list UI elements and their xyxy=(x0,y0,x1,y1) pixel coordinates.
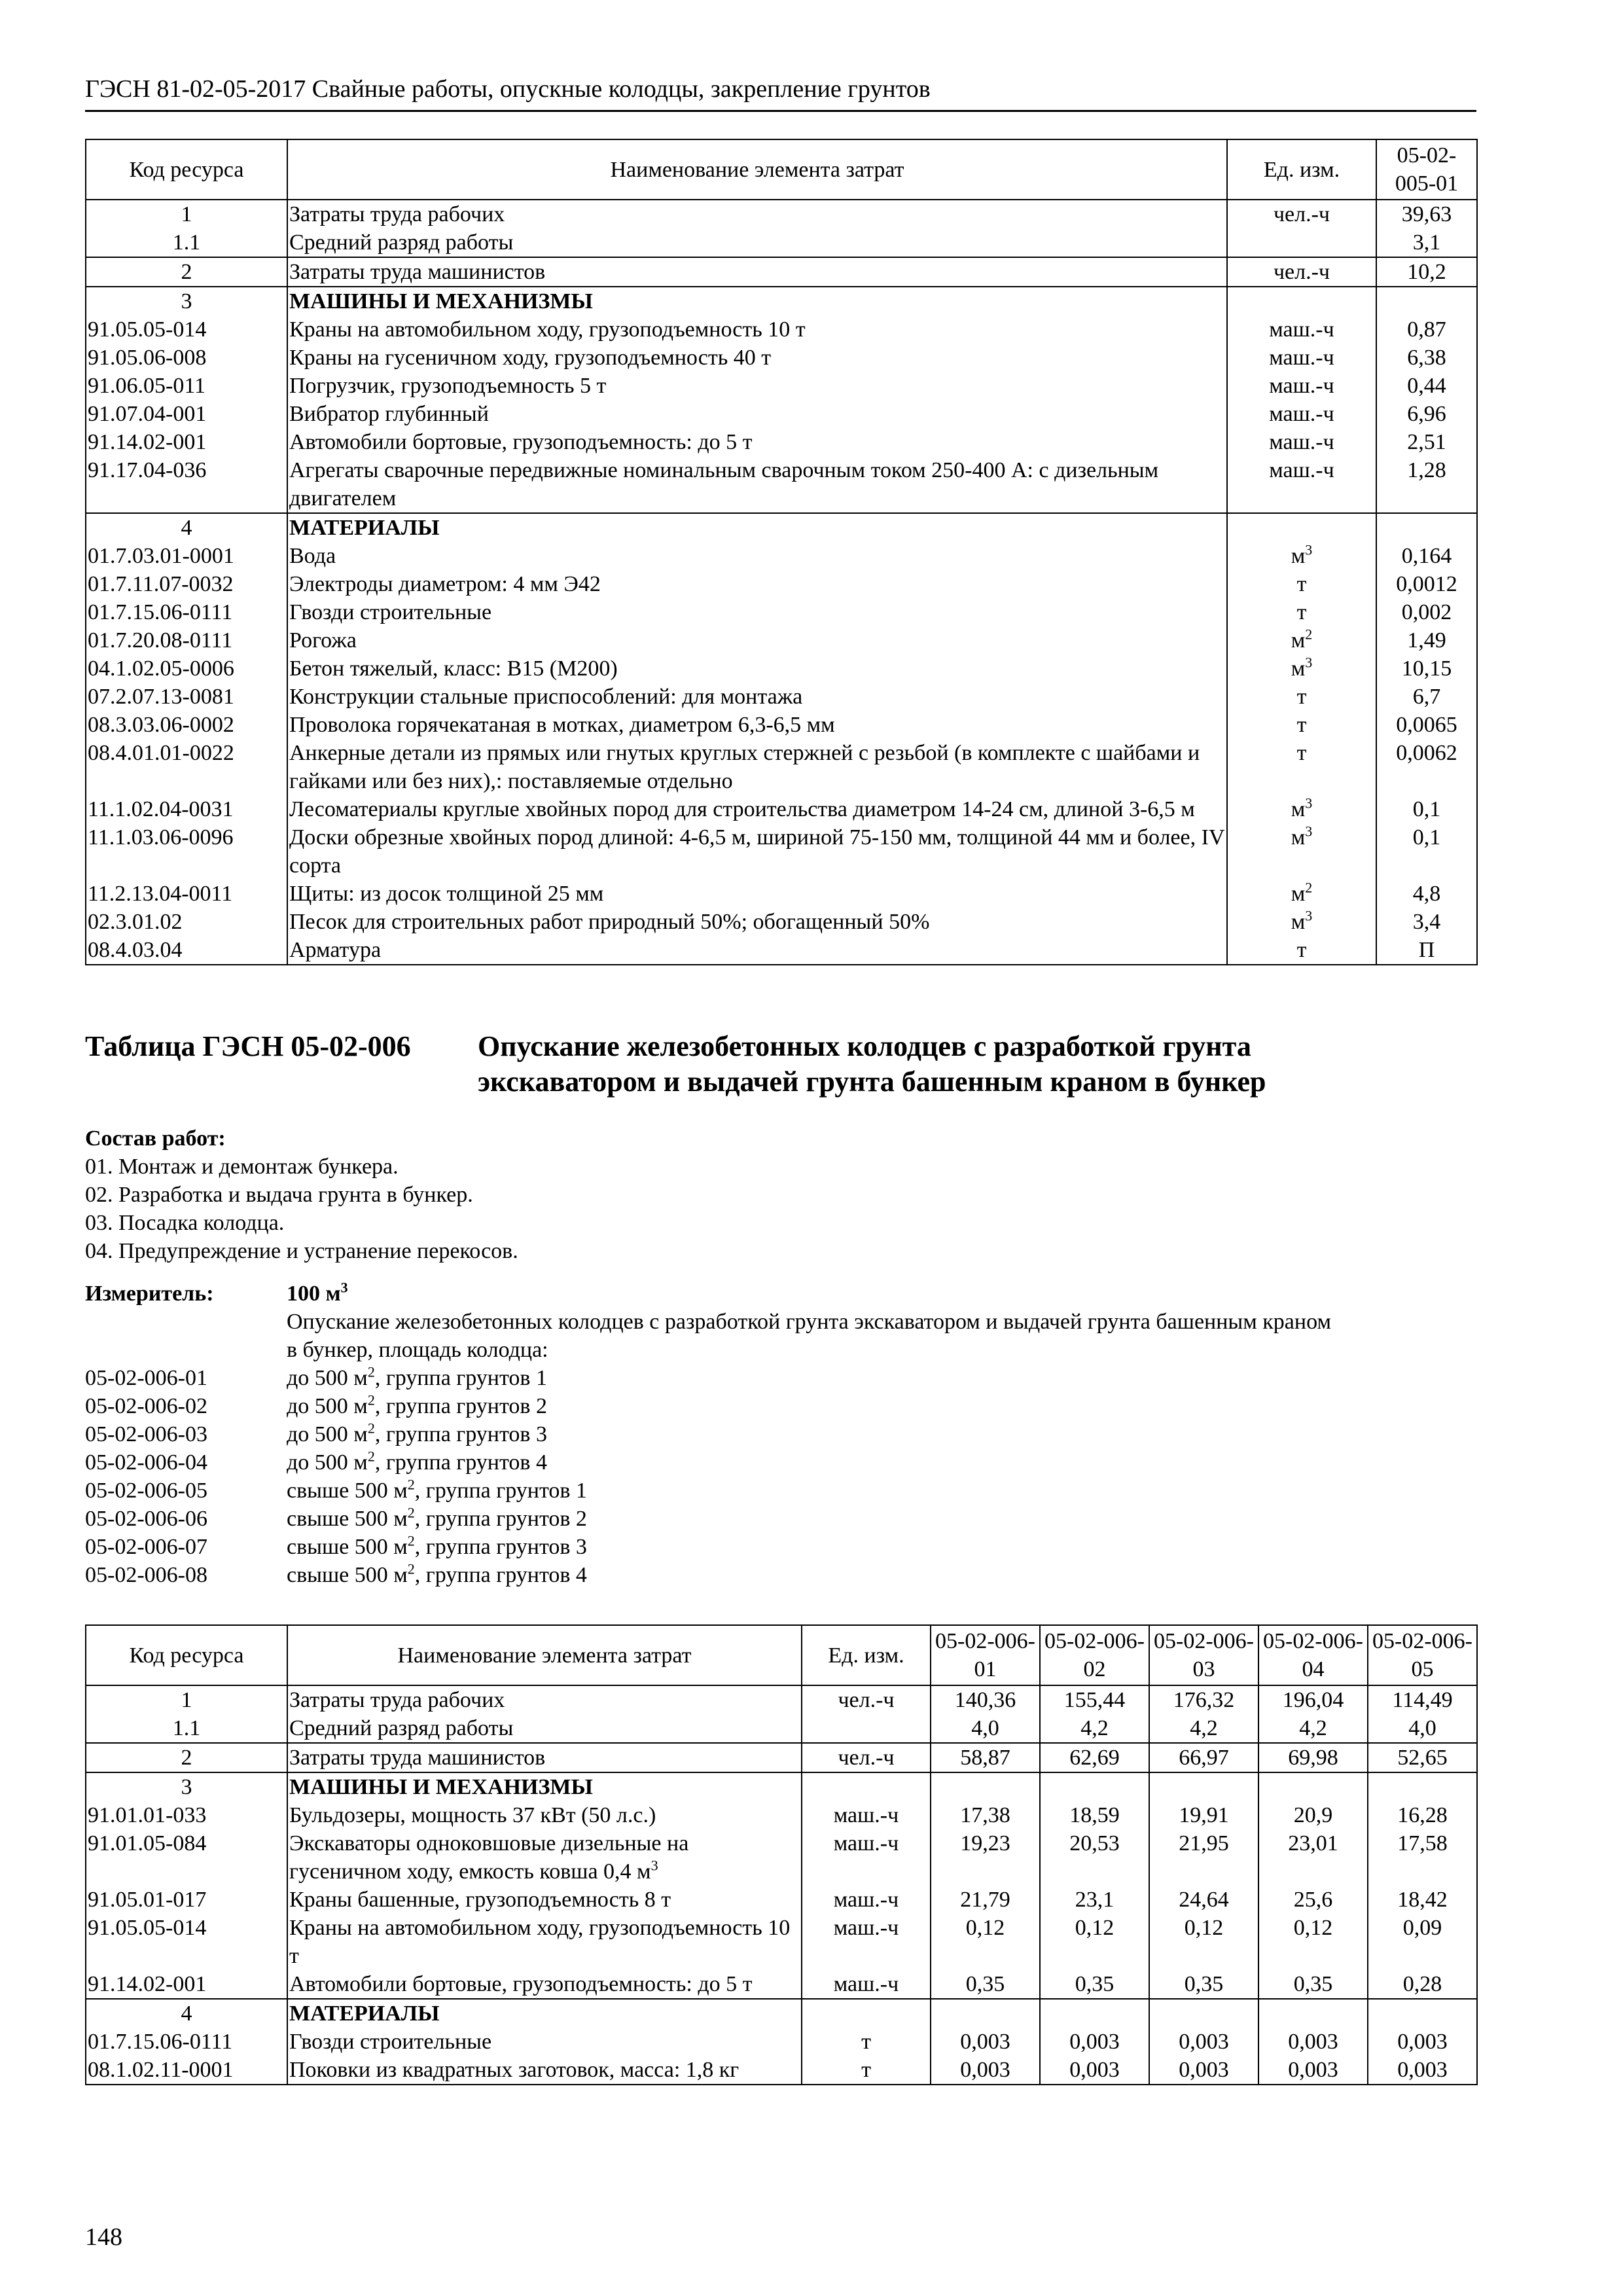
resource-code: 91.01.05-084 xyxy=(86,1829,287,1886)
resource-value: 24,64 xyxy=(1149,1886,1258,1914)
page-number: 148 xyxy=(85,2223,122,2251)
norm-code: 05-02-006-05 xyxy=(85,1479,207,1503)
resource-unit: маш.-ч xyxy=(802,1886,931,1914)
resource-name: Вода xyxy=(287,542,1227,570)
table-number: Таблица ГЭСН 05-02-006 xyxy=(85,1030,411,1062)
works-list xyxy=(85,1153,1459,1265)
resource-value: 6,38 xyxy=(1376,344,1477,372)
table-row xyxy=(86,344,1477,372)
resource-unit xyxy=(802,1772,931,1801)
resource-name: МАТЕРИАЛЫ xyxy=(287,513,1227,542)
norm-code: 05-02-006-04 xyxy=(85,1450,207,1475)
resource-value xyxy=(1040,1999,1149,2028)
table-row xyxy=(86,428,1477,456)
resource-value: 1,28 xyxy=(1376,456,1477,513)
resource-value: 0,003 xyxy=(1149,2056,1258,2085)
resource-value: 20,9 xyxy=(1258,1801,1368,1829)
norm-item xyxy=(85,1505,1479,1533)
resource-value: 6,96 xyxy=(1376,400,1477,428)
resource-unit: т xyxy=(802,2028,931,2056)
resource-unit: маш.-ч xyxy=(1227,344,1376,372)
resource-name: МАТЕРИАЛЫ xyxy=(287,1999,802,2028)
resource-code: 1.1 xyxy=(86,1714,287,1743)
table-row xyxy=(86,2028,1477,2056)
work-step: 04. Предупреждение и устранение перекосов. xyxy=(85,1239,518,1263)
resource-name: Средний разряд работы xyxy=(287,1714,802,1743)
resource-table-05-02-005 xyxy=(85,139,1478,965)
resource-value xyxy=(1376,287,1477,315)
resource-unit: т xyxy=(1227,598,1376,626)
resource-name: Затраты труда машинистов xyxy=(287,1743,802,1772)
resource-value: 3,4 xyxy=(1376,908,1477,936)
resource-value xyxy=(1376,513,1477,542)
work-step: 03. Посадка колодца. xyxy=(85,1211,285,1235)
table-row xyxy=(86,1970,1477,1999)
resource-code: 4 xyxy=(86,513,287,542)
resource-code: 1 xyxy=(86,200,287,228)
resource-code: 91.05.05-014 xyxy=(86,315,287,344)
resource-value: 4,0 xyxy=(1368,1714,1477,1743)
resource-unit xyxy=(1227,513,1376,542)
resource-name: Агрегаты сварочные передвижные номинальным сварочным током 250-400 А: с дизельным двигателем xyxy=(287,456,1227,513)
resource-unit: чел.-ч xyxy=(1227,257,1376,287)
resource-unit: $м^3$ xyxy=(1227,823,1376,880)
resource-value: 0,35 xyxy=(1258,1970,1368,1999)
resource-code: 91.05.06-008 xyxy=(86,344,287,372)
resource-unit: чел.-ч xyxy=(802,1743,931,1772)
norm-item xyxy=(85,1364,1479,1392)
resource-name: Средний разряд работы xyxy=(287,228,1227,257)
header-code: Код ресурса xyxy=(86,1625,287,1685)
resource-value: 0,44 xyxy=(1376,372,1477,400)
table-row xyxy=(86,880,1477,908)
resource-value: 0,1 xyxy=(1376,795,1477,823)
resource-value: 0,35 xyxy=(931,1970,1040,1999)
resource-code: 91.17.04-036 xyxy=(86,456,287,513)
norm-items-list xyxy=(85,1364,1479,1589)
resource-unit: т xyxy=(1227,570,1376,598)
resource-name: Бульдозеры, мощность 37 кВт (50 л.с.) xyxy=(287,1801,802,1829)
resource-value: 2,51 xyxy=(1376,428,1477,456)
header-name: Наименование элемента затрат xyxy=(287,139,1227,200)
resource-value: 10,15 xyxy=(1376,655,1477,683)
resource-value: 16,28 xyxy=(1368,1801,1477,1829)
resource-value: 18,42 xyxy=(1368,1886,1477,1914)
work-step: 01. Монтаж и демонтаж бункера. xyxy=(85,1155,399,1179)
header-code: Код ресурса xyxy=(86,139,287,200)
resource-code: 91.06.05-011 xyxy=(86,372,287,400)
resource-code: 08.4.01.01-0022 xyxy=(86,739,287,795)
table-row xyxy=(86,739,1477,795)
work-step: 02. Разработка и выдача грунта в бункер. xyxy=(85,1183,473,1207)
resource-unit: чел.-ч xyxy=(1227,200,1376,228)
table-row xyxy=(86,936,1477,965)
resource-value xyxy=(1368,1772,1477,1801)
resource-value: 66,97 xyxy=(1149,1743,1258,1772)
resource-name: Электроды диаметром: 4 мм Э42 xyxy=(287,570,1227,598)
header-col-5: 05-02-006-05 xyxy=(1368,1625,1477,1685)
resource-name: Краны башенные, грузоподъемность 8 т xyxy=(287,1886,802,1914)
resource-name: Экскаваторы одноковшовые дизельные на гусеничном ходу, емкость ковша 0,4 $м^3$ xyxy=(287,1829,802,1886)
resource-unit: маш.-ч xyxy=(802,1829,931,1886)
norm-item xyxy=(85,1477,1479,1505)
table-row xyxy=(86,1743,1477,1772)
norm-item xyxy=(85,1420,1479,1448)
resource-name: Вибратор глубинный xyxy=(287,400,1227,428)
resource-code: 91.05.05-014 xyxy=(86,1914,287,1970)
resource-value: 10,2 xyxy=(1376,257,1477,287)
resource-value: 0,35 xyxy=(1149,1970,1258,1999)
resource-code: 11.1.03.06-0096 xyxy=(86,823,287,880)
resource-unit: т xyxy=(1227,711,1376,739)
norm-code: 05-02-006-07 xyxy=(85,1535,207,1559)
norm-code: 05-02-006-02 xyxy=(85,1394,207,1418)
table-row xyxy=(86,570,1477,598)
resource-value xyxy=(931,1999,1040,2028)
table-row xyxy=(86,1886,1477,1914)
resource-name: Автомобили бортовые, грузоподъемность: до 5 т xyxy=(287,428,1227,456)
resource-value: 0,002 xyxy=(1376,598,1477,626)
table-row xyxy=(86,795,1477,823)
resource-value: 20,53 xyxy=(1040,1829,1149,1886)
table-row xyxy=(86,400,1477,428)
resource-unit: маш.-ч xyxy=(802,1914,931,1970)
resource-unit: $м^2$ xyxy=(1227,626,1376,655)
resource-unit: чел.-ч xyxy=(802,1685,931,1714)
works-label: Состав работ: xyxy=(85,1126,226,1151)
resource-value: 0,003 xyxy=(1368,2056,1477,2085)
resource-name: Доски обрезные хвойных пород длиной: 4-6,5 м, шириной 75-150 мм, толщиной 44 мм и более, IV сорта xyxy=(287,823,1227,880)
resource-code: 08.1.02.11-0001 xyxy=(86,2056,287,2085)
resource-value: 114,49 xyxy=(1368,1685,1477,1714)
resource-value: 4,2 xyxy=(1040,1714,1149,1743)
resource-name: Щиты: из досок толщиной 25 мм xyxy=(287,880,1227,908)
resource-value xyxy=(931,1772,1040,1801)
table-row xyxy=(86,315,1477,344)
resource-value: 0,003 xyxy=(1368,2028,1477,2056)
resource-value: 0,0012 xyxy=(1376,570,1477,598)
resource-value: 19,23 xyxy=(931,1829,1040,1886)
resource-value: 17,58 xyxy=(1368,1829,1477,1886)
resource-unit: т xyxy=(1227,683,1376,711)
resource-code: 91.01.01-033 xyxy=(86,1801,287,1829)
table-row xyxy=(86,1829,1477,1886)
resource-name: Поковки из квадратных заготовок, масса: 1,8 кг xyxy=(287,2056,802,2085)
norm-item xyxy=(85,1533,1479,1561)
header-col-2: 05-02-006-02 xyxy=(1040,1625,1149,1685)
resource-name: Песок для строительных работ природный 50%; обогащенный 50% xyxy=(287,908,1227,936)
works-composition xyxy=(85,1124,1459,1265)
norm-code: 05-02-006-06 xyxy=(85,1507,207,1531)
header-col-1: 05-02-006-01 xyxy=(931,1625,1040,1685)
resource-code: 1 xyxy=(86,1685,287,1714)
resource-unit: $м^3$ xyxy=(1227,542,1376,570)
header-unit: Ед. изм. xyxy=(802,1625,931,1685)
resource-value: 0,0065 xyxy=(1376,711,1477,739)
resource-code: 01.7.20.08-0111 xyxy=(86,626,287,655)
table-row xyxy=(86,456,1477,513)
resource-value: П xyxy=(1376,936,1477,965)
header-unit: Ед. изм. xyxy=(1227,139,1376,200)
resource-value: 21,95 xyxy=(1149,1829,1258,1886)
resource-value xyxy=(1258,1999,1368,2028)
table-row xyxy=(86,1772,1477,1801)
resource-code: 01.7.15.06-0111 xyxy=(86,2028,287,2056)
resource-value: 4,8 xyxy=(1376,880,1477,908)
resource-code: 08.3.03.06-0002 xyxy=(86,711,287,739)
resource-unit: маш.-ч xyxy=(1227,315,1376,344)
resource-unit xyxy=(802,1714,931,1743)
resource-value: 0,12 xyxy=(1149,1914,1258,1970)
resource-unit: т xyxy=(1227,936,1376,965)
header-col-05-02-005-01: 05-02-005-01 xyxy=(1376,139,1477,200)
resource-unit: $м^3$ xyxy=(1227,655,1376,683)
resource-name: Проволока горячекатаная в мотках, диаметром 6,3-6,5 мм xyxy=(287,711,1227,739)
resource-name: МАШИНЫ И МЕХАНИЗМЫ xyxy=(287,287,1227,315)
resource-value: 6,7 xyxy=(1376,683,1477,711)
table-row xyxy=(86,683,1477,711)
resource-value: 0,003 xyxy=(1258,2056,1368,2085)
table-row xyxy=(86,711,1477,739)
measure-block xyxy=(85,1280,1479,1589)
resource-code: 08.4.03.04 xyxy=(86,936,287,965)
norm-description: до 500 $м^2$, группа грунтов 4 xyxy=(287,1448,547,1475)
resource-name: Гвозди строительные xyxy=(287,2028,802,2056)
resource-unit: $м^3$ xyxy=(1227,908,1376,936)
resource-unit: маш.-ч xyxy=(802,1801,931,1829)
resource-unit: т xyxy=(1227,739,1376,795)
resource-value: 0,003 xyxy=(1258,2028,1368,2056)
resource-value: 0,35 xyxy=(1040,1970,1149,1999)
resource-name: Автомобили бортовые, грузоподъемность: до 5 т xyxy=(287,1970,802,1999)
resource-code: 91.07.04-001 xyxy=(86,400,287,428)
norm-description: до 500 $м^2$, группа грунтов 2 xyxy=(287,1391,547,1418)
resource-code: 91.05.01-017 xyxy=(86,1886,287,1914)
resource-unit xyxy=(1227,287,1376,315)
resource-unit: маш.-ч xyxy=(1227,456,1376,513)
resource-value: 17,38 xyxy=(931,1801,1040,1829)
table-title xyxy=(478,1029,1525,1100)
table-row xyxy=(86,1914,1477,1970)
table-row xyxy=(86,1685,1477,1714)
resource-name: Затраты труда рабочих xyxy=(287,200,1227,228)
resource-value: 155,44 xyxy=(1040,1685,1149,1714)
table-row xyxy=(86,823,1477,880)
resource-code: 07.2.07.13-0081 xyxy=(86,683,287,711)
resource-name: Анкерные детали из прямых или гнутых круглых стержней с резьбой (в комплекте с шайбами и гайками или без них),: поставляемые отдельно xyxy=(287,739,1227,795)
resource-value: 4,2 xyxy=(1149,1714,1258,1743)
resource-table-05-02-006 xyxy=(85,1624,1478,2085)
resource-value: 25,6 xyxy=(1258,1886,1368,1914)
measure-value: 100 $м^3$ xyxy=(287,1279,348,1306)
resource-name: Погрузчик, грузоподъемность 5 т xyxy=(287,372,1227,400)
resource-code: 91.14.02-001 xyxy=(86,1970,287,1999)
resource-value: 62,69 xyxy=(1040,1743,1149,1772)
resource-value xyxy=(1149,1999,1258,2028)
resource-value xyxy=(1368,1999,1477,2028)
table-row xyxy=(86,287,1477,315)
table-row xyxy=(86,655,1477,683)
norm-description: до 500 $м^2$, группа грунтов 3 xyxy=(287,1420,547,1446)
resource-name: Затраты труда машинистов xyxy=(287,257,1227,287)
resource-code: 01.7.15.06-0111 xyxy=(86,598,287,626)
norm-code: 05-02-006-01 xyxy=(85,1366,207,1390)
resource-value: 0,003 xyxy=(931,2056,1040,2085)
resource-name: Затраты труда рабочих xyxy=(287,1685,802,1714)
resource-code: 01.7.03.01-0001 xyxy=(86,542,287,570)
resource-value xyxy=(1040,1772,1149,1801)
table-row xyxy=(86,2056,1477,2085)
resource-unit: $м^3$ xyxy=(1227,795,1376,823)
resource-unit: маш.-ч xyxy=(802,1970,931,1999)
resource-value: 0,003 xyxy=(1040,2028,1149,2056)
resource-value: 21,79 xyxy=(931,1886,1040,1914)
resource-value: 52,65 xyxy=(1368,1743,1477,1772)
table-row xyxy=(86,542,1477,570)
norm-item xyxy=(85,1561,1479,1589)
resource-unit xyxy=(802,1999,931,2028)
norm-item xyxy=(85,1392,1479,1420)
resource-value: 0,003 xyxy=(1040,2056,1149,2085)
table-row xyxy=(86,1999,1477,2028)
table-row xyxy=(86,228,1477,257)
resource-name: Краны на автомобильном ходу, грузоподъемность 10 т xyxy=(287,1914,802,1970)
table-row xyxy=(86,200,1477,228)
resource-value xyxy=(1258,1772,1368,1801)
resource-value: 19,91 xyxy=(1149,1801,1258,1829)
resource-unit: маш.-ч xyxy=(1227,400,1376,428)
table-row xyxy=(86,908,1477,936)
resource-code: 4 xyxy=(86,1999,287,2028)
resource-value: 0,12 xyxy=(1258,1914,1368,1970)
resource-name: Арматура xyxy=(287,936,1227,965)
resource-name: Рогожа xyxy=(287,626,1227,655)
resource-value: 4,2 xyxy=(1258,1714,1368,1743)
norm-description: свыше 500 $м^2$, группа грунтов 4 xyxy=(287,1560,587,1587)
resource-value: 0,1 xyxy=(1376,823,1477,880)
resource-value xyxy=(1149,1772,1258,1801)
resource-value: 0,09 xyxy=(1368,1914,1477,1970)
resource-code: 11.2.13.04-0011 xyxy=(86,880,287,908)
table-title-line-1: Опускание железобетонных колодцев с разработкой грунта xyxy=(478,1030,1251,1062)
resource-unit: $м^2$ xyxy=(1227,880,1376,908)
resource-code: 2 xyxy=(86,1743,287,1772)
resource-name: Краны на автомобильном ходу, грузоподъемность 10 т xyxy=(287,315,1227,344)
resource-unit: маш.-ч xyxy=(1227,372,1376,400)
resource-code: 1.1 xyxy=(86,228,287,257)
resource-unit: маш.-ч xyxy=(1227,428,1376,456)
resource-name: Лесоматериалы круглые хвойных пород для строительства диаметром 14-24 см, длиной 3-6,5 м xyxy=(287,795,1227,823)
measure-label: Измеритель: xyxy=(85,1282,214,1306)
norm-description: свыше 500 $м^2$, группа грунтов 2 xyxy=(287,1504,587,1531)
running-header: ГЭСН 81-02-05-2017 Свайные работы, опускные колодцы, закрепление грунтов xyxy=(85,73,1476,112)
resource-name: МАШИНЫ И МЕХАНИЗМЫ xyxy=(287,1772,802,1801)
norm-description: до 500 $м^2$, группа грунтов 1 xyxy=(287,1363,547,1390)
resource-value: 140,36 xyxy=(931,1685,1040,1714)
table-title-line-2: экскаватором и выдачей грунта башенным краном в бункер xyxy=(478,1066,1266,1098)
resource-unit xyxy=(1227,228,1376,257)
resource-value: 18,59 xyxy=(1040,1801,1149,1829)
table-row xyxy=(86,372,1477,400)
resource-code: 2 xyxy=(86,257,287,287)
resource-name: Гвозди строительные xyxy=(287,598,1227,626)
resource-value: 0,0062 xyxy=(1376,739,1477,795)
resource-value: 0,12 xyxy=(1040,1914,1149,1970)
resource-code: 11.1.02.04-0031 xyxy=(86,795,287,823)
norm-description: свыше 500 $м^2$, группа грунтов 3 xyxy=(287,1532,587,1559)
resource-value: 196,04 xyxy=(1258,1685,1368,1714)
table-row xyxy=(86,1801,1477,1829)
table-row xyxy=(86,513,1477,542)
resource-value: 0,003 xyxy=(1149,2028,1258,2056)
resource-code: 91.14.02-001 xyxy=(86,428,287,456)
resource-code: 3 xyxy=(86,1772,287,1801)
resource-value: 4,0 xyxy=(931,1714,1040,1743)
resource-value: 0,003 xyxy=(931,2028,1040,2056)
resource-value: 0,12 xyxy=(931,1914,1040,1970)
resource-value: 69,98 xyxy=(1258,1743,1368,1772)
table-row xyxy=(86,1714,1477,1743)
norm-description: свыше 500 $м^2$, группа грунтов 1 xyxy=(287,1476,587,1503)
header-col-3: 05-02-006-03 xyxy=(1149,1625,1258,1685)
resource-code: 3 xyxy=(86,287,287,315)
resource-unit: т xyxy=(802,2056,931,2085)
table-row xyxy=(86,626,1477,655)
table-row xyxy=(86,598,1477,626)
header-name: Наименование элемента затрат xyxy=(287,1625,802,1685)
resource-code: 02.3.01.02 xyxy=(86,908,287,936)
measure-description: Опускание железобетонных колодцев с разработкой грунта экскаватором и выдачей грунта башенным краном в бункер, площадь колодца: xyxy=(287,1310,1331,1362)
table-row xyxy=(86,257,1477,287)
resource-value: 23,01 xyxy=(1258,1829,1368,1886)
resource-value: 0,164 xyxy=(1376,542,1477,570)
resource-value: 23,1 xyxy=(1040,1886,1149,1914)
resource-code: 04.1.02.05-0006 xyxy=(86,655,287,683)
resource-value: 39,63 xyxy=(1376,200,1477,228)
resource-value: 58,87 xyxy=(931,1743,1040,1772)
resource-name: Бетон тяжелый, класс: В15 (М200) xyxy=(287,655,1227,683)
resource-value: 0,87 xyxy=(1376,315,1477,344)
resource-name: Конструкции стальные приспособлений: для монтажа xyxy=(287,683,1227,711)
resource-value: 0,28 xyxy=(1368,1970,1477,1999)
resource-code: 01.7.11.07-0032 xyxy=(86,570,287,598)
norm-code: 05-02-006-08 xyxy=(85,1563,207,1587)
norm-item xyxy=(85,1448,1479,1477)
resource-name: Краны на гусеничном ходу, грузоподъемность 40 т xyxy=(287,344,1227,372)
resource-value: 176,32 xyxy=(1149,1685,1258,1714)
resource-value: 3,1 xyxy=(1376,228,1477,257)
resource-value: 1,49 xyxy=(1376,626,1477,655)
norm-code: 05-02-006-03 xyxy=(85,1422,207,1446)
header-col-4: 05-02-006-04 xyxy=(1258,1625,1368,1685)
